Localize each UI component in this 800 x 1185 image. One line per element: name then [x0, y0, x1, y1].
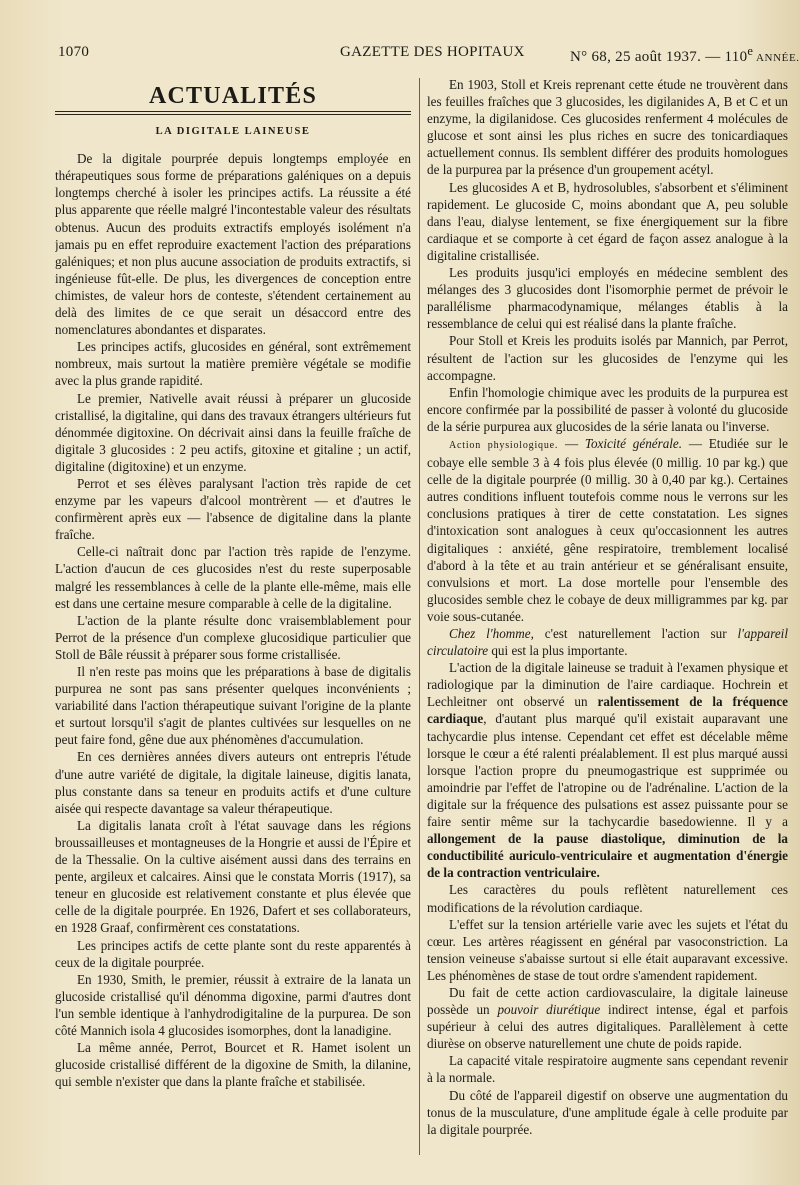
toxicity-text: — Etudiée sur le cobaye elle semble 3 à 4 fois plus élevée (0 millig. 10 par kg.) que celle de la digitale pourprée (0 millig. 30 à 0,40 par kg.). Certaines autres conditions influent toutefois comme nous le verrons sur les conclusions pratiques à tirer de cette constatation. Les signes d'intoxication sont analogues à ceux qu'occasionnent les autres digitaliques : anxiété, gêne respiratoire, tremblement localisé d'abord à la tête et au train antérieur et se généralisant ensuite, convulsions et mort. La dose mortelle pour l'ensemble des glucosides semble chez le cobaye de deux milligrammes par kg. par voie sous-cutanée. — [427, 435, 788, 624]
diuretic-text-2: indirect intense, égal et parfois supérieur à celui des autres digitaliques. Parallèlement à cette diurèse on observe naturellement une chute de poids rapide. — [427, 1002, 788, 1052]
paragraph: En 1903, Stoll et Kreis reprenant cette étude ne trouvèrent dans les feuilles fraîches que 3 glucosides, les digilanides A, B et C et un enzyme, la digilanidose. Ces glucosides renferment 4 molécules de glucose et sont ainsi les plus riches en sucre des tonicardiaques actuellement connus. Ils semblent différer des produits homologues de la purpurea par la présence d'un groupement acétyl. — [427, 77, 788, 178]
paragraph: L'action de la plante résulte donc vraisemblablement pour Perrot de la présence d'un complexe glucosidique particulier que Stoll de Bâle réussit à préparer sous forme cristallisée. — [55, 612, 411, 662]
paragraph: Enfin l'homologie chimique avec les produits de la purpurea est encore confirmée par la possibilité de passer à volonté du glucoside de la série purpurea aux glucosides de la série lanata ou l'inverse. — [427, 384, 788, 434]
left-column — [55, 74, 411, 1165]
homme-mid: , c'est naturellement l'action sur — [530, 626, 738, 641]
paragraph: Les caractères du pouls reflètent naturellement ces modifications de la révolution cardiaque. — [427, 882, 788, 915]
homme-paragraph — [427, 625, 788, 659]
paragraph: L'effet sur la tension artérielle varie avec les sujets et l'état du cœur. Les artères réagissent en général par vasoconstriction. La tension veineuse s'abaisse surtout si elle était auparavant excessive. Les phénomènes de stase de tout ordre s'amendent rapidement. — [427, 916, 788, 983]
issue-date-text: N° 68, 25 août 1937. — 110 — [570, 49, 748, 65]
column-divider — [419, 78, 420, 1155]
action-bold-1: ralentissement de la fréquence cardiaque — [427, 694, 788, 727]
diuretic-term: pouvoir diurétique — [497, 1002, 601, 1018]
action-paragraph — [427, 659, 788, 881]
paragraph: La digitalis lanata croît à l'état sauvage dans les régions broussailleuses et montagneuses de la Hongrie et aussi de l'Épire et de la Thessalie. On la cultive aisément aussi dans des terrains en pente, argileux et calcaires. Ainsi que le constata Morris (1917), sa teneur en glucoside est relativement constante et plus élevée que celle de la digitale pourprée. En 1926, Dafert et ses collaborateurs, en 1928 Graaf, confirmèrent ces constatations. — [55, 817, 411, 936]
paragraph: De la digitale pourprée depuis longtemps employée en thérapeutiques sous forme de préparations galéniques on a depuis longtemps cherché à isoler les principes actifs. La réussite a été plus apparente que réelle malgré l'incontestable valeur des résultats obtenus. Aucun des produits extractifs employés isolément n'a jamais pu en effet reproduire exactement l'action des préparations galéniques; et non plus aucune association de produits extractifs, si ingénieuse fût-elle. De plus, les divergences de conception entre chimistes, de valeur hors de conteste, s'étendent certainement au delà des limites de ce que serait un désaccord entre des nomenclatures abondantes et disparates. — [55, 151, 411, 338]
paragraph: Le premier, Nativelle avait réussi à préparer un glucoside cristallisé, la digitaline, qui dans des travaux étrangers ultérieurs fut dénommée digitoxine. On décrivait ainsi dans la feuille fraîche de digitale 3 glucosides : 2 peu actifs, gitoxine et gitaline ; un actif, digitaline (digitoxine) et un enzyme. — [55, 390, 411, 474]
paragraph: Perrot et ses élèves paralysant l'action très rapide de cet enzyme par les vapeurs d'alcool montrèrent — et d'autres le confirmèrent après eux — l'absence de digitaline dans la plante fraîche. — [55, 475, 411, 543]
issue-ordinal: e — [747, 44, 754, 58]
toxicity-paragraph: Action physiologique. — Toxicité générale. — Etudiée sur le cobaye elle semble 3 à 4 fois plus élevée (0 millig. 10 par kg.) que celle de la digitale pourprée (0 millig. 30 à 0,40 par kg.). Certaines autres conditions influent toutefois comme nous le verrons sur les conclusions pratiques à tirer de cette constatation. Les signes d'intoxication sont analogues à ceux qu'occasionnent les autres digitaliques : anxiété, gêne respiratoire, tremblement localisé d'abord à la tête et au train antérieur et se généralisant ensuite, convulsions et mort. La dose mortelle pour l'ensemble des glucosides semble chez le cobaye de deux milligrammes par kg. par voie sous-cutanée. — [427, 435, 788, 624]
journal-name: GAZETTE DES HOPITAUX — [340, 44, 525, 60]
action-bold-2: allongement de la pause diastolique, diminution de la conductibilité auriculo-ventriculaire et augmentation d'énergie de la contraction ventriculaire. — [427, 831, 788, 881]
paragraph: En ces dernières années divers auteurs ont entrepris l'étude d'une autre variété de digitale, la digitale laineuse, digitis lanata, plus constante dans sa teneur en produits actifs et d'une culture aisée qui respecte davantage sa valeur thérapeutique. — [55, 749, 411, 816]
paragraph: Celle-ci naîtrait donc par l'action très rapide de l'enzyme. L'action d'aucun de ces glucosides n'est du reste superposable malgré les ressemblances à celle de la plante elle-même, mais elle est dans une certaine mesure comparable à celle de la digitaline. — [55, 544, 411, 611]
issue-date — [570, 44, 800, 66]
article-title: LA DIGITALE LAINEUSE — [155, 126, 311, 138]
action-text-1: L'action de la digitale laineuse se traduit à l'examen physique et radiologique par la diminution de l'aire cardiaque. Hochrein et Lechleitner ont observé un — [427, 660, 788, 710]
paragraph: Les produits jusqu'ici employés en médecine semblent des mélanges des 3 glucosides dont l'isomorphie permet de prévoir le parallélisme pharmacodynamique, mélanges établis à la ressemblance de celui qui est réalisé dans la plante fraîche. — [427, 265, 788, 332]
section-label: Action physiologique. — [449, 439, 559, 451]
paragraph: La capacité vitale respiratoire augmente sans cependant revenir à la normale. — [427, 1053, 788, 1086]
paragraph: Pour Stoll et Kreis les produits isolés par Mannich, par Perrot, résultent de l'action sur les glucosides de l'enzyme qui les accompagne. — [427, 333, 788, 383]
paragraph: Du côté de l'appareil digestif on observe une augmentation du tonus de la musculature, d'une amplitude égale à celle produite par la digitale pourprée. — [427, 1087, 788, 1137]
action-text-2: , d'autant plus marqué qu'il existait auparavant une tachycardie plus intense. Cependant cet effet est décelable même lorsque le cœur a été ralenti préalablement. Il est plus marqué aussi lorsque l'action propre du pneumogastrique est supprimée ou amoindrie par l'effet de l'atropine ou de l'adrénaline. L'action de la digitale sur la fréquence des pulsations est assez puissante pour se faire sentir même sur la tachycardie basedowienne. Il y a — [427, 711, 788, 830]
homme-lead: Chez l'homme — [449, 626, 531, 641]
paragraph: Les principes actifs de cette plante sont du reste apparentés à ceux de la digitale pourprée. — [55, 937, 411, 970]
title-rule — [55, 111, 411, 115]
paragraph: Il n'en reste pas moins que les préparations à base de digitalis purpurea ne sont pas sans présenter quelques inconvénients ; variabilité dans l'action thérapeutique suivant l'origine de la plante et surtout lorsqu'il s'agit de plantes cultivées sur lesquelles on ne peut faire fond, gêne due aux phénomènes d'accumulation. — [55, 664, 411, 748]
section-title: ACTUALITÉS — [148, 83, 318, 109]
paragraph: Les glucosides A et B, hydrosolubles, s'absorbent et s'éliminent rapidement. Le glucoside C, moins abondant que A, peu soluble dans l'eau, dialyse lentement, se fixe énergiquement sur la fibre cardiaque et se comporte à cet égard de façon assez analogue à la digitaline cristallisée. — [427, 179, 788, 263]
homme-tail: qui est la plus importante. — [488, 643, 628, 659]
paragraph: En 1930, Smith, le premier, réussit à extraire de la lanata un glucoside cristallisé qu'il dénomma digoxine, parmi d'autres dont l'un semble identique à l'anhydrodigitaline de la purpurea. De son côté Mannich isola 4 glucosides isomorphes, dont la lanadigine. — [55, 971, 411, 1038]
paragraph: La même année, Perrot, Bourcet et R. Hamet isolent un glucoside cristallisé différent de la digoxine de Smith, la dilanine, qui semble n'exister que dans la plante fraîche et stabilisée. — [55, 1040, 411, 1090]
homme-term: l'appareil circulatoire — [427, 626, 788, 659]
right-column — [427, 76, 788, 1165]
paragraph: Les principes actifs, glucosides en général, sont extrêmement nombreux, mais surtout la matière première végétale se modifie avec la plus grande rapidité. — [55, 339, 411, 389]
page-header — [58, 40, 800, 66]
issue-year-label: ANNÉE. — [753, 52, 800, 64]
diuretic-text-1: Du fait de cette action cardiovasculaire, la digitale laineuse possède un — [427, 984, 788, 1018]
page-number: 1070 — [58, 44, 90, 60]
diuretic-paragraph — [427, 984, 788, 1052]
section-heading: Toxicité générale. — [584, 435, 683, 451]
